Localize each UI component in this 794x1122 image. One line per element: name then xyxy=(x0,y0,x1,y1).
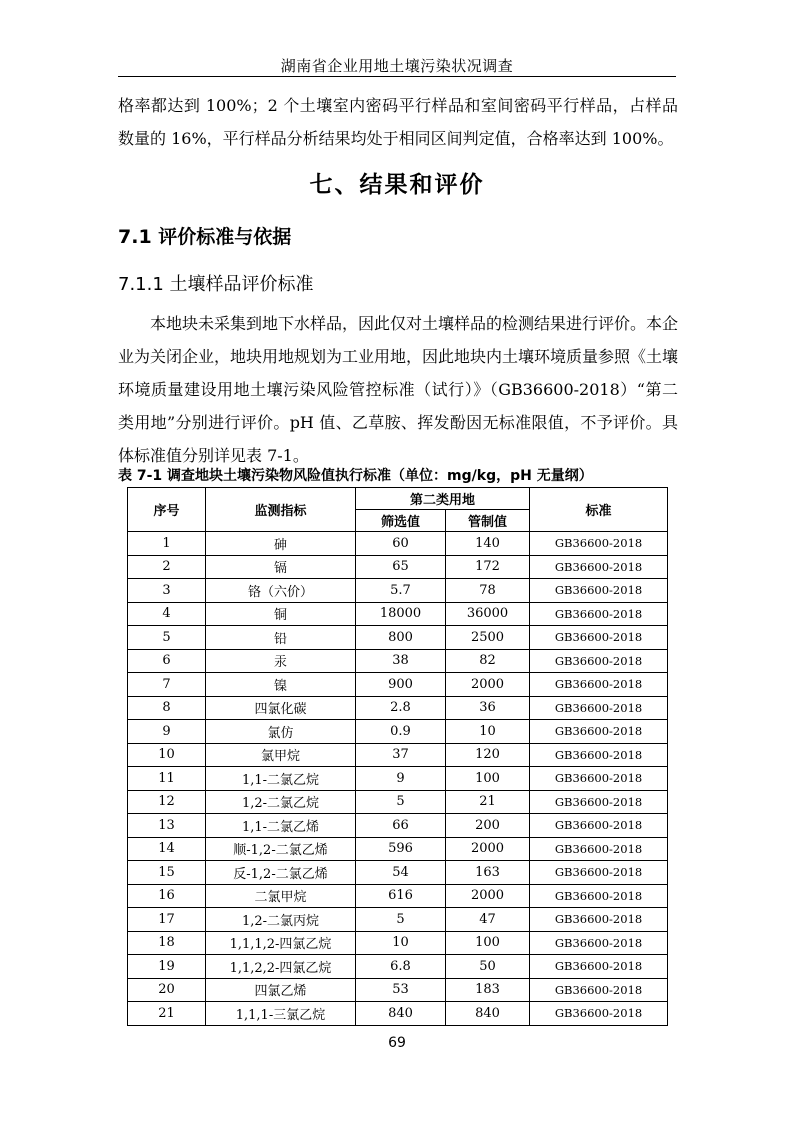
page-number: 69 xyxy=(388,1035,406,1051)
cell-screening: 840 xyxy=(356,1002,446,1026)
cell-no: 3 xyxy=(128,579,206,603)
cell-screening: 800 xyxy=(356,626,446,650)
cell-screening: 18000 xyxy=(356,602,446,626)
subsection-title: 7.1.1 土壤样品评价标准 xyxy=(118,274,314,295)
cell-indicator: 1,1,1,2-四氯乙烷 xyxy=(206,931,356,955)
cell-standard: GB36600-2018 xyxy=(530,884,668,908)
cell-no: 11 xyxy=(128,767,206,791)
cell-standard: GB36600-2018 xyxy=(530,532,668,556)
cell-standard: GB36600-2018 xyxy=(530,955,668,979)
header-no: 序号 xyxy=(128,488,206,532)
cell-control: 2000 xyxy=(446,884,530,908)
cell-standard: GB36600-2018 xyxy=(530,673,668,697)
cell-standard: GB36600-2018 xyxy=(530,626,668,650)
table-row xyxy=(128,908,668,932)
standards-table xyxy=(127,487,668,1026)
cell-control: 183 xyxy=(446,978,530,1002)
table-row xyxy=(128,602,668,626)
cell-screening: 5 xyxy=(356,908,446,932)
cell-standard: GB36600-2018 xyxy=(530,555,668,579)
cell-indicator: 铜 xyxy=(206,602,356,626)
cell-standard: GB36600-2018 xyxy=(530,978,668,1002)
cell-control: 140 xyxy=(446,532,530,556)
cell-control: 100 xyxy=(446,931,530,955)
cell-no: 4 xyxy=(128,602,206,626)
cell-screening: 53 xyxy=(356,978,446,1002)
cell-screening: 10 xyxy=(356,931,446,955)
cell-standard: GB36600-2018 xyxy=(530,861,668,885)
body-paragraph: 本地块未采集到地下水样品，因此仅对土壤样品的检测结果进行评价。本企业为关闭企业，地块用地规划为工业用地，因此地块内土壤环境质量参照《土壤环境质量建设用地土壤污染风险管控标准（试行）》（GB36600-2018）“第二类用地”分别进行评价。pH 值、乙草胺、挥发酚因无标准限值，不予评价。具体标准值分别详见表 7-1。 xyxy=(118,314,679,465)
cell-standard: GB36600-2018 xyxy=(530,696,668,720)
cell-screening: 66 xyxy=(356,814,446,838)
cell-standard: GB36600-2018 xyxy=(530,1002,668,1026)
cell-screening: 60 xyxy=(356,532,446,556)
cell-standard: GB36600-2018 xyxy=(530,837,668,861)
cell-no: 7 xyxy=(128,673,206,697)
table-row xyxy=(128,955,668,979)
cell-control: 163 xyxy=(446,861,530,885)
cell-indicator: 1,2-二氯乙烷 xyxy=(206,790,356,814)
cell-control: 47 xyxy=(446,908,530,932)
cell-no: 1 xyxy=(128,532,206,556)
cell-indicator: 砷 xyxy=(206,532,356,556)
cell-control: 50 xyxy=(446,955,530,979)
cell-no: 17 xyxy=(128,908,206,932)
cell-control: 200 xyxy=(446,814,530,838)
cell-indicator: 二氯甲烷 xyxy=(206,884,356,908)
cell-no: 16 xyxy=(128,884,206,908)
table-row xyxy=(128,790,668,814)
section-title: 7.1 评价标准与依据 xyxy=(118,226,292,248)
table-row xyxy=(128,720,668,744)
cell-standard: GB36600-2018 xyxy=(530,814,668,838)
table-row xyxy=(128,649,668,673)
cell-control: 2000 xyxy=(446,673,530,697)
continuation-paragraph: 格率都达到 100%；2 个土壤室内密码平行样品和室间密码平行样品，占样品数量的 16%，平行样品分析结果均处于相同区间判定值，合格率达到 100%。 xyxy=(118,96,678,148)
cell-no: 6 xyxy=(128,649,206,673)
table-row xyxy=(128,837,668,861)
header-indicator: 监测指标 xyxy=(206,488,356,532)
cell-control: 2000 xyxy=(446,837,530,861)
cell-indicator: 汞 xyxy=(206,649,356,673)
header-screening: 筛选值 xyxy=(356,510,446,532)
cell-indicator: 1,1,1-三氯乙烷 xyxy=(206,1002,356,1026)
cell-control: 78 xyxy=(446,579,530,603)
cell-indicator: 四氯化碳 xyxy=(206,696,356,720)
table-row xyxy=(128,532,668,556)
cell-control: 36 xyxy=(446,696,530,720)
cell-standard: GB36600-2018 xyxy=(530,649,668,673)
cell-no: 5 xyxy=(128,626,206,650)
cell-no: 20 xyxy=(128,978,206,1002)
cell-control: 21 xyxy=(446,790,530,814)
cell-control: 36000 xyxy=(446,602,530,626)
table-row xyxy=(128,931,668,955)
cell-standard: GB36600-2018 xyxy=(530,908,668,932)
cell-indicator: 氯甲烷 xyxy=(206,743,356,767)
cell-screening: 616 xyxy=(356,884,446,908)
cell-indicator: 氯仿 xyxy=(206,720,356,744)
cell-control: 2500 xyxy=(446,626,530,650)
cell-control: 840 xyxy=(446,1002,530,1026)
cell-control: 120 xyxy=(446,743,530,767)
cell-standard: GB36600-2018 xyxy=(530,743,668,767)
table-row xyxy=(128,884,668,908)
cell-no: 19 xyxy=(128,955,206,979)
cell-screening: 9 xyxy=(356,767,446,791)
cell-standard: GB36600-2018 xyxy=(530,579,668,603)
cell-standard: GB36600-2018 xyxy=(530,720,668,744)
cell-standard: GB36600-2018 xyxy=(530,767,668,791)
table-body xyxy=(128,532,668,1026)
cell-indicator: 顺-1,2-二氯乙烯 xyxy=(206,837,356,861)
header-land-class: 第二类用地 xyxy=(356,488,530,510)
cell-indicator: 1,1,2,2-四氯乙烷 xyxy=(206,955,356,979)
cell-screening: 65 xyxy=(356,555,446,579)
cell-no: 13 xyxy=(128,814,206,838)
table-row xyxy=(128,743,668,767)
cell-no: 14 xyxy=(128,837,206,861)
cell-indicator: 1,1-二氯乙烯 xyxy=(206,814,356,838)
cell-standard: GB36600-2018 xyxy=(530,931,668,955)
cell-screening: 5 xyxy=(356,790,446,814)
cell-indicator: 1,1-二氯乙烷 xyxy=(206,767,356,791)
header-divider xyxy=(118,76,676,77)
cell-control: 10 xyxy=(446,720,530,744)
cell-screening: 900 xyxy=(356,673,446,697)
cell-indicator: 铅 xyxy=(206,626,356,650)
cell-no: 8 xyxy=(128,696,206,720)
cell-screening: 5.7 xyxy=(356,579,446,603)
table-row xyxy=(128,626,668,650)
running-header: 湖南省企业用地土壤污染状况调查 xyxy=(280,57,514,75)
cell-no: 21 xyxy=(128,1002,206,1026)
table-row xyxy=(128,861,668,885)
cell-screening: 6.8 xyxy=(356,955,446,979)
table-row xyxy=(128,579,668,603)
cell-screening: 54 xyxy=(356,861,446,885)
table-row xyxy=(128,696,668,720)
table-row xyxy=(128,814,668,838)
cell-standard: GB36600-2018 xyxy=(530,602,668,626)
cell-no: 10 xyxy=(128,743,206,767)
table-row xyxy=(128,1002,668,1026)
cell-screening: 2.8 xyxy=(356,696,446,720)
cell-control: 82 xyxy=(446,649,530,673)
cell-indicator: 镍 xyxy=(206,673,356,697)
table-row xyxy=(128,767,668,791)
cell-no: 12 xyxy=(128,790,206,814)
cell-control: 100 xyxy=(446,767,530,791)
cell-screening: 0.9 xyxy=(356,720,446,744)
table-row xyxy=(128,673,668,697)
cell-no: 2 xyxy=(128,555,206,579)
table-caption: 表 7-1 调查地块土壤污染物风险值执行标准（单位：mg/kg，pH 无量纲） xyxy=(118,468,593,484)
cell-screening: 37 xyxy=(356,743,446,767)
cell-no: 9 xyxy=(128,720,206,744)
cell-indicator: 1,2-二氯丙烷 xyxy=(206,908,356,932)
cell-screening: 38 xyxy=(356,649,446,673)
cell-control: 172 xyxy=(446,555,530,579)
header-control: 管制值 xyxy=(446,510,530,532)
cell-indicator: 镉 xyxy=(206,555,356,579)
header-standard: 标准 xyxy=(530,488,668,532)
cell-no: 15 xyxy=(128,861,206,885)
cell-standard: GB36600-2018 xyxy=(530,790,668,814)
cell-indicator: 反-1,2-二氯乙烯 xyxy=(206,861,356,885)
chapter-title: 七、结果和评价 xyxy=(309,172,485,198)
table-row xyxy=(128,555,668,579)
cell-no: 18 xyxy=(128,931,206,955)
cell-screening: 596 xyxy=(356,837,446,861)
table-row xyxy=(128,978,668,1002)
cell-indicator: 四氯乙烯 xyxy=(206,978,356,1002)
cell-indicator: 铬（六价） xyxy=(206,579,356,603)
